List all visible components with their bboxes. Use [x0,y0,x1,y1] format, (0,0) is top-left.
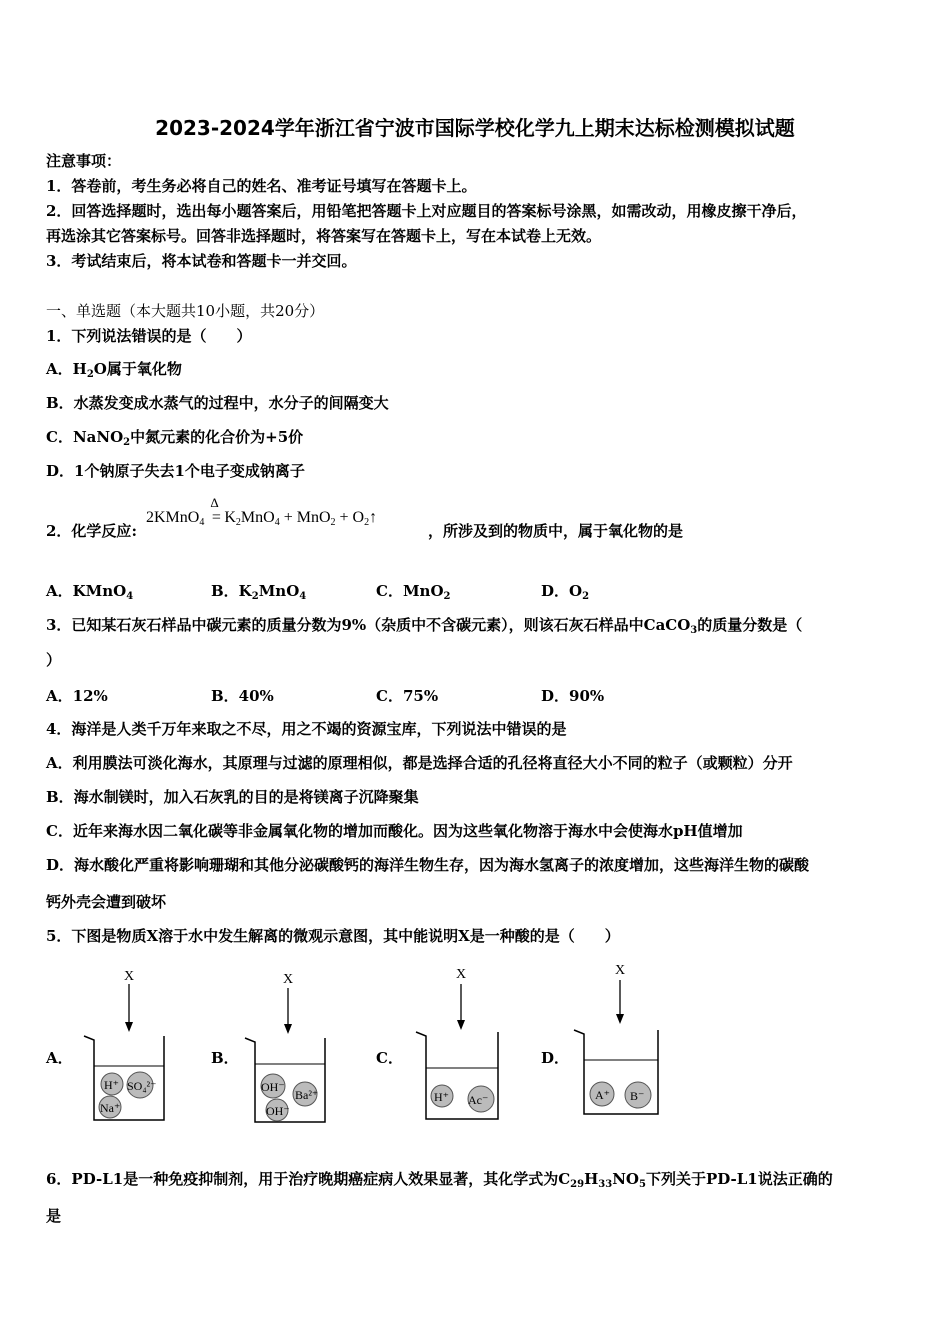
heating-equals-sign: Δ = [210,495,221,526]
ion-a1: H⁺ [104,1078,119,1092]
beaker-a-diagram [80,964,175,1126]
x-label: X [456,967,467,982]
ion-d2: B⁻ [630,1089,645,1103]
q4-stem: 4．海洋是人类千万年来取之不尽，用之不竭的资源宝库，下列说法中错误的是 [46,720,567,738]
q2-option-a: A．KMnO$_4$ [46,582,134,602]
q6-stem: 6．PD-L1是一种免疫抑制剂，用于治疗晚期癌症病人效果显著，其化学式为$C_{29}H_{33}NO_5$下列关于PD-L1说法正确的 [46,1170,833,1190]
notice-item-3: 3．考试结束后，将本试卷和答题卡一并交回。 [46,252,357,270]
x-label: X [124,969,135,984]
q2-option-c: C．MnO$_2$ [376,582,451,602]
q4-option-c: C．近年来海水因二氧化碳等非金属氧化物的增加而酸化。因为这些氧化物溶于海水中会使海水pH值增加 [46,822,743,840]
q2-stem-prefix: 2．化学反应: [46,522,137,540]
ion-b3: OH⁻ [266,1104,290,1118]
ion-c2: Ac⁻ [468,1093,489,1107]
q5-label-d: D． [541,1049,570,1067]
notice-item-1: 1．答卷前，考生务必将自己的姓名、准考证号填写在答题卡上。 [46,177,477,195]
notice-item-2: 2．回答选择题时，选出每小题答案后，用铅笔把答题卡上对应题目的答案标号涂黑，如需改动，用橡皮擦干净后， [46,202,807,220]
q4-option-d-cont: 钙外壳会遭到破坏 [46,893,167,911]
ion-a2: SO₄²⁻ [127,1079,157,1093]
section-heading: 一、单选题（本大题共10小题，共20分） [46,302,325,320]
q5-label-a: A． [46,1049,73,1067]
beaker-c-diagram [410,962,505,1124]
q3-option-d: D．90% [541,687,605,705]
ion-b2: Ba²⁺ [295,1088,319,1102]
ion-c1: H⁺ [434,1090,449,1104]
q1-option-d: D．1个钠原子失去1个电子变成钠离子 [46,462,305,480]
q1-stem: 1．下列说法错误的是（ ） [46,327,252,345]
q2-option-b: B．$K_2MnO_4$ [211,582,307,602]
notice-heading: 注意事项： [46,152,122,170]
q1-option-b: B．水蒸发变成水蒸气的过程中，水分子的间隔变大 [46,394,389,412]
q3-option-a: A．12% [46,687,108,705]
q5-stem: 5．下图是物质X溶于水中发生解离的微观示意图，其中能说明X是一种酸的是（ ） [46,927,620,945]
q1-option-c: C．NaNO$_2$中氮元素的化合价为+5价 [46,428,304,448]
q3-stem-end: ） [46,651,62,669]
q6-stem-end: 是 [46,1207,62,1225]
x-label: X [615,963,626,978]
q2-stem-suffix: ，所涉及到的物质中，属于氧化物的是 [428,522,684,540]
page-title: 2023-2024学年浙江省宁波市国际学校化学九上期末达标检测模拟试题 [155,116,795,140]
ion-d1: A⁺ [595,1088,610,1102]
x-label: X [283,972,294,987]
q2-option-d: D．$O_2$ [541,582,590,602]
ion-b1: OH⁻ [261,1080,285,1094]
beaker-b-diagram [241,964,336,1126]
ion-a3: Na⁺ [100,1101,121,1115]
q4-option-a: A．利用膜法可淡化海水，其原理与过滤的原理相似，都是选择合适的孔径将直径大小不同的粒子（或颗粒）分开 [46,754,793,772]
q4-option-d: D．海水酸化严重将影响珊瑚和其他分泌碳酸钙的海洋生物生存，因为海水氢离子的浓度增加，这些海洋生物的碳酸 [46,856,810,874]
beaker-d-diagram [568,958,668,1120]
q3-stem: 3．已知某石灰石样品中碳元素的质量分数为9%（杂质中不含碳元素），则该石灰石样品中CaCO$_3$的质量分数是（ [46,616,803,636]
notice-item-2-cont: 再选涂其它答案标号。回答非选择题时，将答案写在答题卡上，写在本试卷上无效。 [46,227,602,245]
q3-option-c: C．75% [376,687,439,705]
q5-label-b: B． [211,1049,239,1067]
q4-option-b: B．海水制镁时，加入石灰乳的目的是将镁离子沉降聚集 [46,788,419,806]
q3-option-b: B．40% [211,687,274,705]
q5-label-c: C． [376,1049,403,1067]
q1-option-a: A．$H_2O$属于氧化物 [46,360,182,380]
q2-chemical-equation: 2KMnO$_4$ Δ = $K_2MnO_4 + MnO_2$ + $O_2↑$ [146,495,378,528]
